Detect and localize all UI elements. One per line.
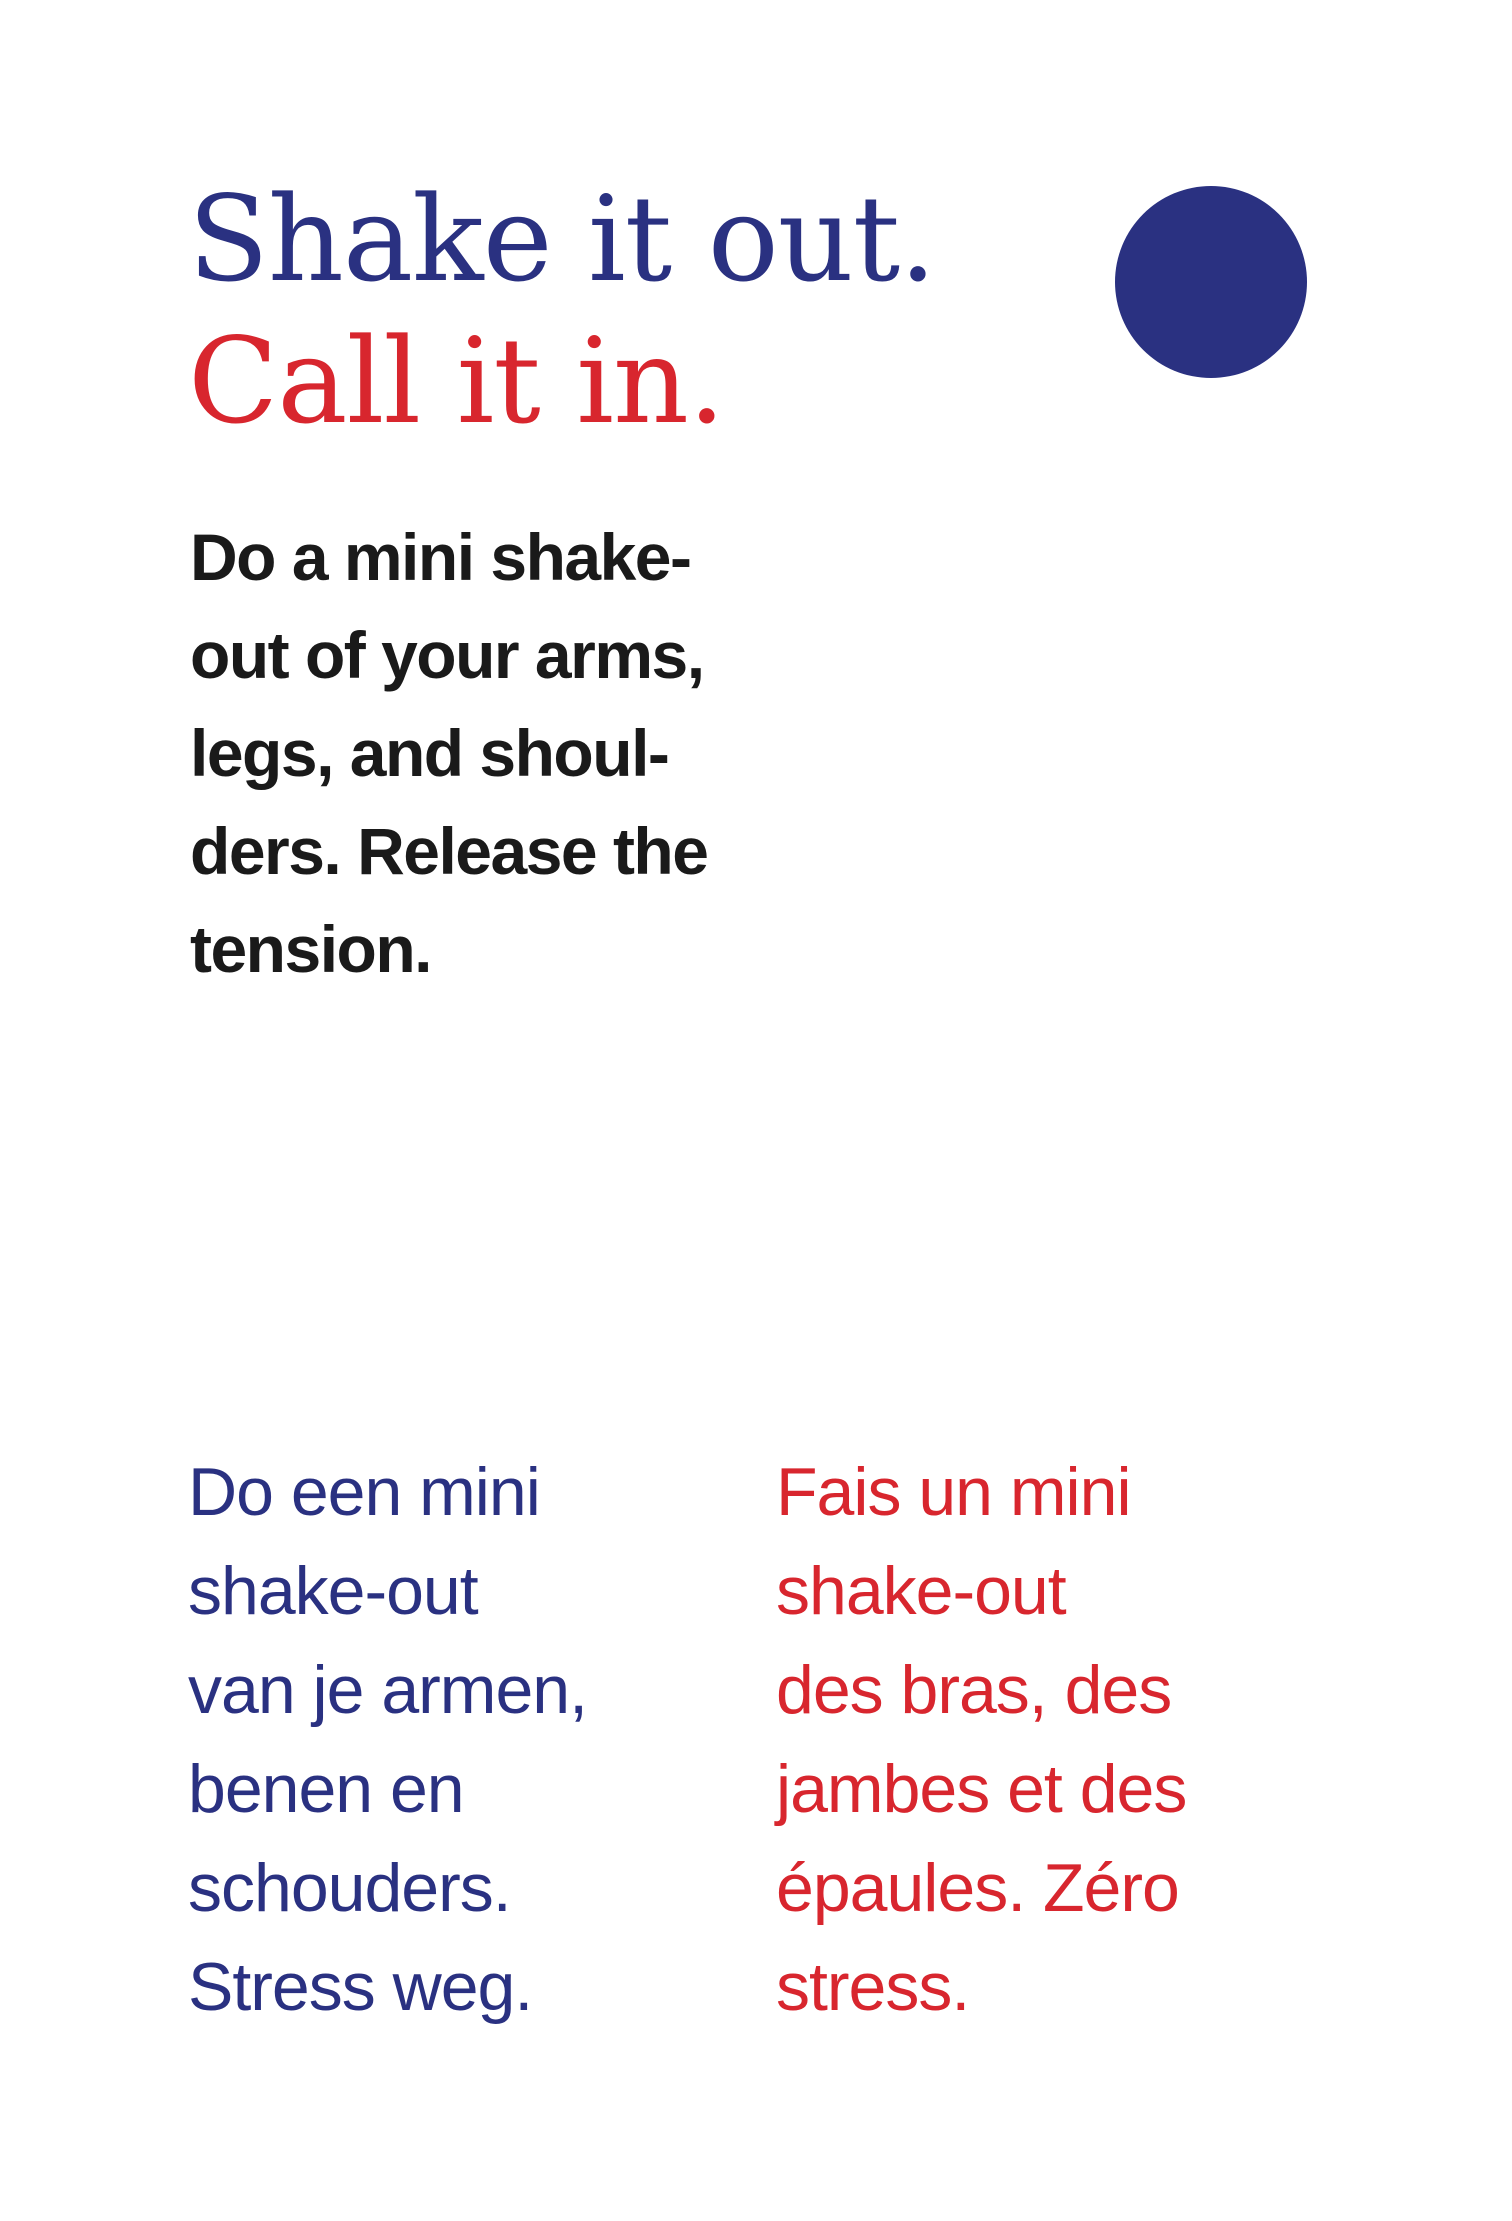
headline (188, 168, 936, 452)
english-instruction (190, 508, 910, 998)
dutch-line: Do een mini (188, 1454, 540, 1530)
french-line: des bras, des (776, 1652, 1172, 1728)
english-line: tension. (190, 912, 432, 986)
dutch-line: Stress weg. (188, 1949, 533, 2025)
headline-line-2: Call it in. (188, 312, 725, 450)
dutch-line: shake-out (188, 1553, 478, 1629)
french-line: shake-out (776, 1553, 1066, 1629)
dutch-instruction (188, 1443, 708, 2037)
headline-line-1: Shake it out. (188, 170, 936, 308)
french-instruction (776, 1443, 1336, 2037)
dutch-line: van je armen, (188, 1652, 587, 1728)
dutch-line: benen en (188, 1751, 464, 1827)
dutch-line: schouders. (188, 1850, 511, 1926)
french-line: Fais un mini (776, 1454, 1131, 1530)
english-line: Do a mini shake- (190, 520, 691, 594)
blue-dot-decoration (1115, 186, 1307, 378)
french-line: stress. (776, 1949, 970, 2025)
english-line: ders. Release the (190, 814, 708, 888)
french-line: épaules. Zéro (776, 1850, 1179, 1926)
french-line: jambes et des (776, 1751, 1187, 1827)
english-line: legs, and shoul- (190, 716, 669, 790)
english-line: out of your arms, (190, 618, 704, 692)
